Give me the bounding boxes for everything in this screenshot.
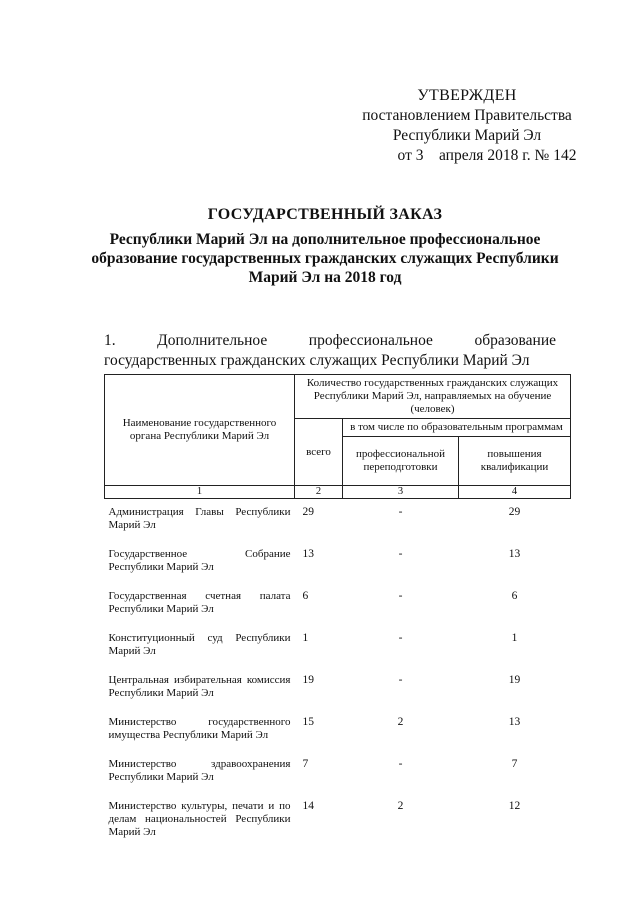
header-including: в том числе по образовательным программам bbox=[343, 419, 571, 437]
order-title-block bbox=[90, 205, 560, 287]
qualification-count: 13 bbox=[508, 716, 521, 728]
column-number: 4 bbox=[459, 486, 571, 499]
approval-date: от 3 апреля 2018 г. № 142 bbox=[397, 147, 577, 164]
qualification-count: 13 bbox=[508, 548, 521, 560]
order-table bbox=[104, 374, 571, 848]
total-count: 15 bbox=[302, 716, 314, 728]
total-count: 29 bbox=[302, 506, 314, 518]
retraining-count: - bbox=[398, 632, 403, 644]
retraining-count: 2 bbox=[397, 716, 404, 728]
total-count: 13 bbox=[302, 548, 314, 560]
header-total: всего bbox=[295, 419, 343, 486]
agency-name: Государственное Собрание Республики Марий Эл bbox=[108, 548, 291, 573]
retraining-count: - bbox=[398, 758, 403, 770]
qualification-count: 7 bbox=[511, 758, 518, 770]
header-retraining: профессиональной переподготовки bbox=[343, 437, 459, 486]
qualification-count: 12 bbox=[508, 800, 521, 812]
agency-name: Министерство государственного имущества Республики Марий Эл bbox=[108, 716, 291, 741]
total-count: 14 bbox=[302, 800, 314, 812]
section-heading: 1. Дополнительное профессиональное образование государственных гражданских служащих Республики Марий Эл bbox=[104, 332, 556, 369]
table-row bbox=[105, 499, 571, 542]
agency-name: Центральная избирательная комиссия Республики Марий Эл bbox=[108, 674, 291, 699]
table-row bbox=[105, 541, 571, 583]
order-subtitle-line-3: Марий Эл на 2018 год bbox=[248, 269, 402, 286]
retraining-count: - bbox=[398, 590, 403, 602]
agency-name: Министерство культуры, печати и по делам национальностей Республики Марий Эл bbox=[108, 800, 291, 838]
agency-name: Государственная счетная палата Республики Марий Эл bbox=[108, 590, 291, 615]
retraining-count: - bbox=[398, 548, 403, 560]
retraining-count: 2 bbox=[397, 800, 404, 812]
qualification-count: 1 bbox=[511, 632, 518, 644]
order-subtitle-line-2: образование государственных гражданских служащих Республики bbox=[91, 250, 559, 267]
order-subtitle-line-1: Республики Марий Эл на дополнительное профессиональное bbox=[109, 231, 541, 248]
table-row bbox=[105, 793, 571, 848]
agency-name: Министерство здравоохранения Республики Марий Эл bbox=[108, 758, 291, 783]
table-row bbox=[105, 751, 571, 793]
table-row bbox=[105, 667, 571, 709]
column-number: 2 bbox=[295, 486, 343, 499]
retraining-count: - bbox=[398, 506, 403, 518]
qualification-count: 29 bbox=[508, 506, 521, 518]
approval-title: УТВЕРЖДЕН bbox=[417, 87, 517, 104]
approval-line-2: Республики Марий Эл bbox=[392, 127, 542, 144]
header-count-group: Количество государственных гражданских служащих Республики Марий Эл, направляемых на обучение (человек) bbox=[295, 375, 571, 419]
table-row bbox=[105, 709, 571, 751]
column-number: 3 bbox=[343, 486, 459, 499]
column-number: 1 bbox=[105, 486, 295, 499]
retraining-count: - bbox=[398, 674, 403, 686]
total-count: 19 bbox=[302, 674, 314, 686]
qualification-count: 6 bbox=[511, 590, 518, 602]
table-row bbox=[105, 583, 571, 625]
agency-name: Администрация Главы Республики Марий Эл bbox=[108, 506, 291, 531]
header-agency-name: Наименование государственного органа Республики Марий Эл bbox=[105, 375, 295, 486]
qualification-count: 19 bbox=[508, 674, 521, 686]
total-count: 7 bbox=[302, 758, 309, 770]
approval-stamp bbox=[352, 86, 582, 166]
table-row bbox=[105, 625, 571, 667]
total-count: 1 bbox=[302, 632, 309, 644]
total-count: 6 bbox=[302, 590, 309, 602]
header-qualification: повышения квалификации bbox=[459, 437, 571, 486]
order-title: ГОСУДАРСТВЕННЫЙ ЗАКАЗ bbox=[207, 206, 443, 223]
agency-name: Конституционный суд Республики Марий Эл bbox=[108, 632, 291, 657]
approval-line-1: постановлением Правительства bbox=[362, 107, 572, 124]
